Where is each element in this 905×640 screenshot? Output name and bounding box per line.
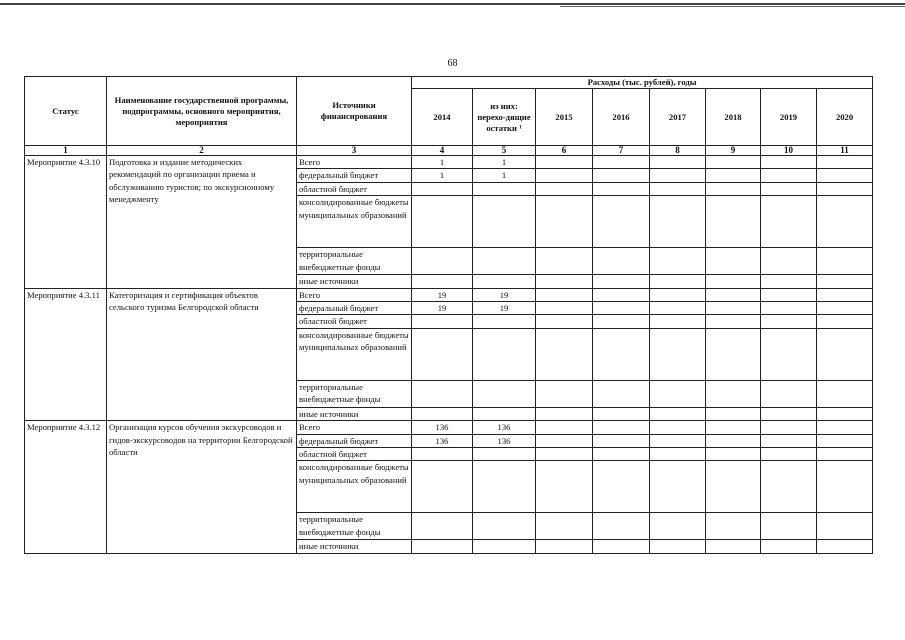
measure-name: Подготовка и издание методических рекомендаций по организации приема и обслуживанию туристов; по экскурсионному менеджменту [107, 156, 297, 289]
funding-source: областной бюджет [297, 315, 412, 328]
col-number: 10 [761, 146, 817, 156]
value-empty [536, 288, 593, 301]
value-empty [593, 275, 650, 288]
col-number: 2 [107, 146, 297, 156]
value-empty [650, 461, 706, 513]
measure-status: Мероприятие 4.3.11 [25, 288, 107, 421]
value-carryover [473, 448, 536, 461]
value-empty [593, 407, 650, 420]
value-empty [593, 421, 650, 434]
value-empty [761, 302, 817, 315]
value-carryover [473, 407, 536, 420]
funding-source: консолидированные бюджеты муниципальных образований [297, 461, 412, 513]
value-empty [536, 315, 593, 328]
col-number: 9 [706, 146, 761, 156]
value-empty [593, 380, 650, 407]
value-empty [536, 461, 593, 513]
value-carryover: 136 [473, 434, 536, 447]
top-border-line [0, 3, 905, 5]
value-2014 [412, 248, 473, 275]
value-carryover [473, 315, 536, 328]
value-empty [650, 302, 706, 315]
value-empty [706, 448, 761, 461]
value-empty [536, 328, 593, 380]
value-empty [761, 288, 817, 301]
value-empty [817, 328, 873, 380]
value-empty [536, 421, 593, 434]
value-empty [706, 540, 761, 553]
value-empty [650, 328, 706, 380]
value-2014 [412, 380, 473, 407]
value-empty [650, 540, 706, 553]
value-empty [536, 182, 593, 195]
value-empty [593, 315, 650, 328]
value-empty [706, 156, 761, 169]
value-empty [593, 169, 650, 182]
value-empty [593, 288, 650, 301]
value-carryover [473, 540, 536, 553]
col-number: 8 [650, 146, 706, 156]
header-year: 2020 [817, 89, 873, 146]
value-empty [706, 421, 761, 434]
value-carryover: 19 [473, 302, 536, 315]
value-carryover [473, 275, 536, 288]
funding-source: Всего [297, 288, 412, 301]
header-year: 2019 [761, 89, 817, 146]
value-2014 [412, 513, 473, 540]
value-empty [761, 421, 817, 434]
value-empty [650, 421, 706, 434]
value-2014 [412, 196, 473, 248]
value-carryover: 1 [473, 169, 536, 182]
measure-name: Категоризация и сертификация объектов сельского туризма Белгородской области [107, 288, 297, 421]
value-empty [817, 248, 873, 275]
value-2014 [412, 407, 473, 420]
table-body [25, 156, 873, 554]
funding-source: Всего [297, 421, 412, 434]
value-2014 [412, 540, 473, 553]
value-empty [650, 448, 706, 461]
value-empty [650, 182, 706, 195]
value-empty [817, 315, 873, 328]
table-row [25, 421, 873, 434]
value-carryover [473, 248, 536, 275]
value-empty [706, 513, 761, 540]
funding-source: консолидированные бюджеты муниципальных образований [297, 328, 412, 380]
value-empty [650, 156, 706, 169]
value-empty [706, 275, 761, 288]
value-empty [593, 513, 650, 540]
header-name: Наименование государственной программы, подпрограммы, основного мероприятия, мероприятия [107, 77, 297, 146]
value-empty [761, 380, 817, 407]
col-number: 1 [25, 146, 107, 156]
value-empty [761, 513, 817, 540]
header-sources: Источники финансирования [297, 77, 412, 146]
value-carryover [473, 182, 536, 195]
value-empty [706, 461, 761, 513]
value-empty [817, 461, 873, 513]
value-empty [593, 248, 650, 275]
col-number: 5 [473, 146, 536, 156]
value-empty [761, 328, 817, 380]
header-year: 2014 [412, 89, 473, 146]
value-empty [593, 461, 650, 513]
value-empty [536, 513, 593, 540]
value-carryover: 1 [473, 156, 536, 169]
col-number: 6 [536, 146, 593, 156]
value-empty [761, 407, 817, 420]
value-empty [761, 248, 817, 275]
value-2014: 19 [412, 302, 473, 315]
header-year: 2015 [536, 89, 593, 146]
value-empty [706, 288, 761, 301]
value-empty [817, 540, 873, 553]
value-2014 [412, 315, 473, 328]
value-empty [593, 182, 650, 195]
value-empty [706, 328, 761, 380]
value-empty [706, 196, 761, 248]
value-carryover [473, 328, 536, 380]
value-empty [817, 156, 873, 169]
header-status: Статус [25, 77, 107, 146]
col-number: 3 [297, 146, 412, 156]
value-empty [817, 448, 873, 461]
header-year: 2017 [650, 89, 706, 146]
value-empty [817, 196, 873, 248]
funding-source: федеральный бюджет [297, 302, 412, 315]
value-empty [761, 434, 817, 447]
value-carryover [473, 380, 536, 407]
value-empty [817, 182, 873, 195]
funding-source: иные источники [297, 407, 412, 420]
value-empty [817, 513, 873, 540]
value-empty [593, 328, 650, 380]
value-empty [761, 196, 817, 248]
value-2014: 19 [412, 288, 473, 301]
value-empty [650, 248, 706, 275]
value-empty [761, 315, 817, 328]
value-empty [650, 434, 706, 447]
value-carryover [473, 513, 536, 540]
value-empty [536, 407, 593, 420]
header-year: 2018 [706, 89, 761, 146]
value-empty [650, 380, 706, 407]
value-empty [593, 156, 650, 169]
header-carryover: из них: перехо-дящие остатки ¹ [473, 89, 536, 146]
value-carryover [473, 196, 536, 248]
value-empty [536, 302, 593, 315]
value-empty [650, 407, 706, 420]
value-empty [761, 448, 817, 461]
value-empty [817, 380, 873, 407]
value-empty [817, 407, 873, 420]
value-empty [536, 275, 593, 288]
funding-source: федеральный бюджет [297, 169, 412, 182]
value-empty [706, 407, 761, 420]
value-empty [706, 302, 761, 315]
value-2014: 1 [412, 156, 473, 169]
measure-name: Организация курсов обучения экскурсоводов и гидов-экскурсоводов на территории Белгородской области [107, 421, 297, 554]
value-empty [761, 461, 817, 513]
value-empty [817, 434, 873, 447]
measure-status: Мероприятие 4.3.10 [25, 156, 107, 289]
value-carryover [473, 461, 536, 513]
value-empty [536, 448, 593, 461]
value-empty [817, 275, 873, 288]
funding-source: территориальные внебюджетные фонды [297, 380, 412, 407]
top-border-line-secondary [560, 6, 905, 7]
header-expenses: Расходы (тыс. рублей), годы [412, 77, 873, 89]
value-empty [817, 288, 873, 301]
page-number: 68 [447, 58, 458, 69]
value-2014: 136 [412, 434, 473, 447]
value-empty [593, 448, 650, 461]
value-2014: 136 [412, 421, 473, 434]
value-empty [761, 156, 817, 169]
value-2014: 1 [412, 169, 473, 182]
value-empty [761, 540, 817, 553]
funding-source: Всего [297, 156, 412, 169]
table-row [25, 156, 873, 169]
value-2014 [412, 448, 473, 461]
value-empty [536, 248, 593, 275]
value-empty [536, 434, 593, 447]
col-number: 11 [817, 146, 873, 156]
value-carryover: 136 [473, 421, 536, 434]
funding-source: областной бюджет [297, 182, 412, 195]
funding-source: федеральный бюджет [297, 434, 412, 447]
value-empty [706, 169, 761, 182]
value-2014 [412, 182, 473, 195]
funding-source: консолидированные бюджеты муниципальных образований [297, 196, 412, 248]
measure-status: Мероприятие 4.3.12 [25, 421, 107, 554]
value-carryover: 19 [473, 288, 536, 301]
value-empty [706, 182, 761, 195]
value-empty [817, 421, 873, 434]
value-empty [761, 275, 817, 288]
col-number: 7 [593, 146, 650, 156]
value-empty [650, 196, 706, 248]
value-empty [761, 182, 817, 195]
table-row [25, 288, 873, 301]
value-empty [536, 380, 593, 407]
value-empty [593, 434, 650, 447]
funding-source: областной бюджет [297, 448, 412, 461]
value-empty [817, 302, 873, 315]
value-empty [536, 540, 593, 553]
value-empty [761, 169, 817, 182]
value-empty [650, 315, 706, 328]
value-empty [593, 540, 650, 553]
value-empty [593, 196, 650, 248]
value-empty [650, 288, 706, 301]
value-empty [650, 513, 706, 540]
value-empty [706, 434, 761, 447]
value-empty [536, 196, 593, 248]
value-empty [706, 380, 761, 407]
funding-source: иные источники [297, 275, 412, 288]
funding-source: иные источники [297, 540, 412, 553]
expenses-table [24, 76, 873, 554]
col-number: 4 [412, 146, 473, 156]
value-empty [536, 156, 593, 169]
value-2014 [412, 461, 473, 513]
value-empty [650, 275, 706, 288]
value-empty [817, 169, 873, 182]
funding-source: территориальные внебюджетные фонды [297, 248, 412, 275]
value-empty [706, 315, 761, 328]
value-empty [706, 248, 761, 275]
value-empty [536, 169, 593, 182]
value-empty [650, 169, 706, 182]
header-year: 2016 [593, 89, 650, 146]
value-2014 [412, 275, 473, 288]
value-empty [593, 302, 650, 315]
funding-source: территориальные внебюджетные фонды [297, 513, 412, 540]
value-2014 [412, 328, 473, 380]
